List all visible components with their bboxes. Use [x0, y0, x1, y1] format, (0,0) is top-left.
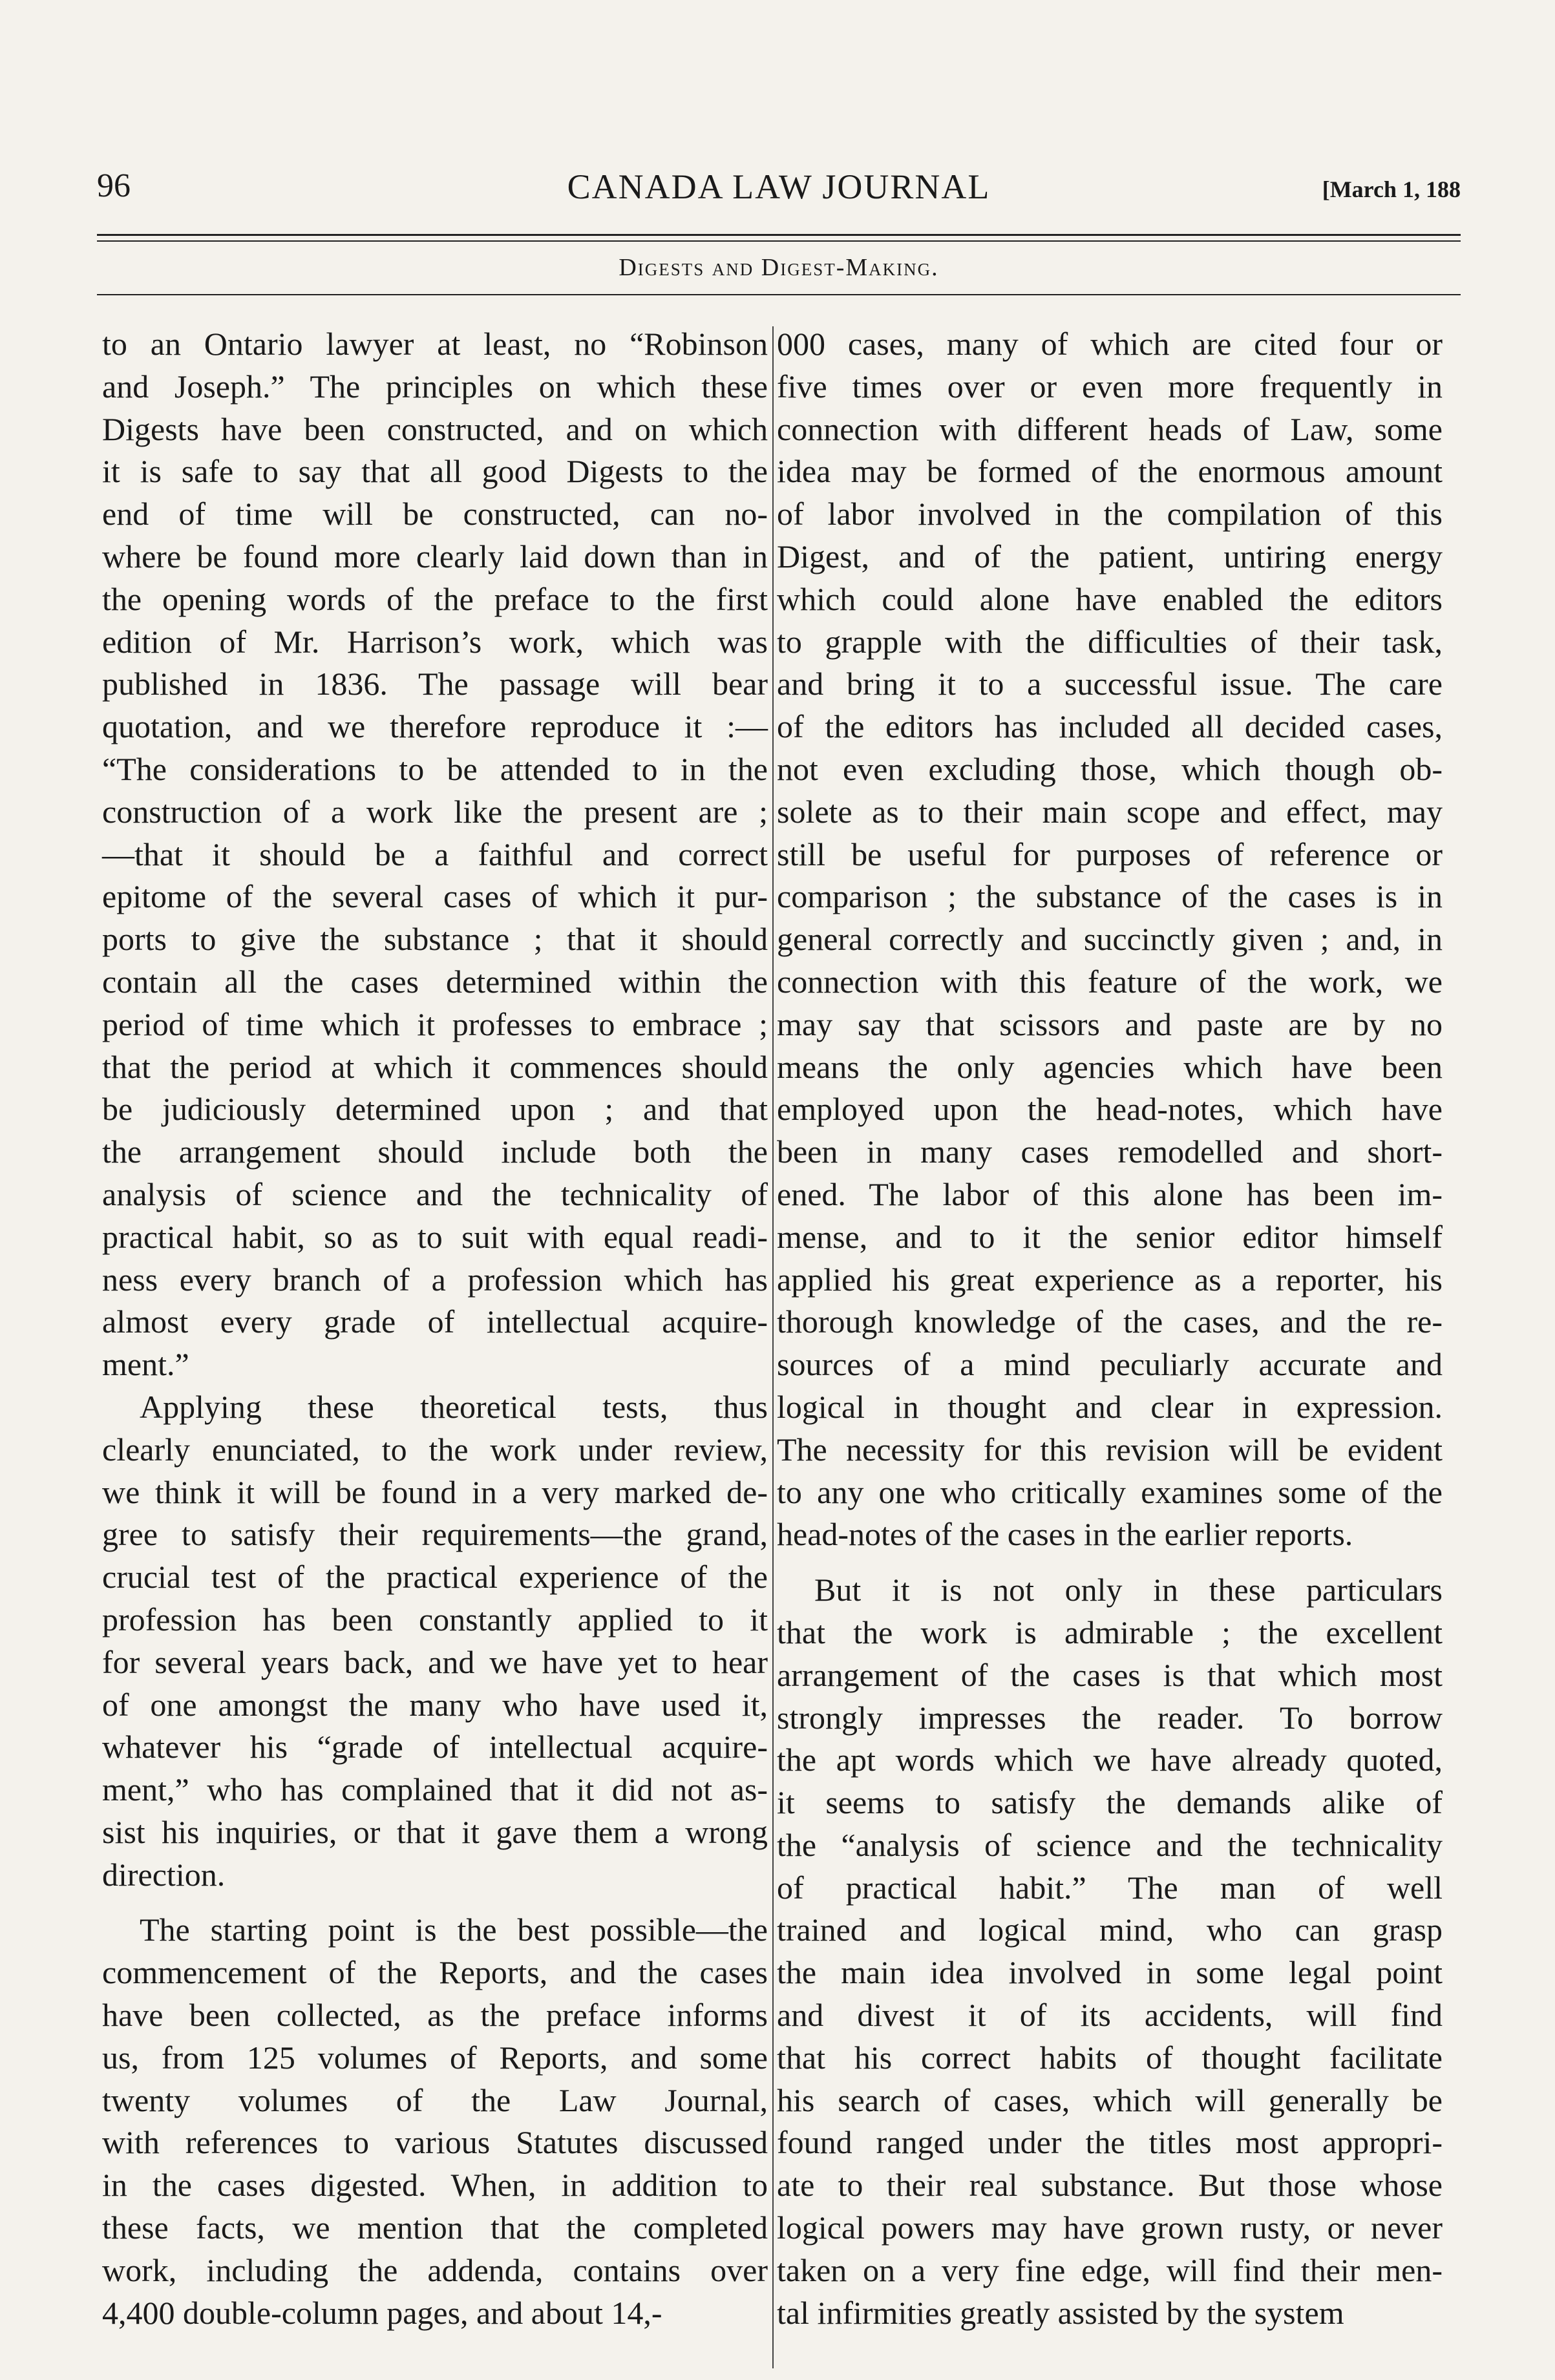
- text-line: The starting point is the best possible—the: [140, 1911, 768, 1948]
- text-line: twenty volumes of the Law Journal,: [102, 2081, 768, 2118]
- text-line: still be useful for purposes of reference or: [777, 836, 1443, 872]
- text-line: contain all the cases determined within the: [102, 963, 768, 1000]
- text-line: the apt words which we have already quoted,: [777, 1742, 1443, 1778]
- text-line: head-notes of the cases in the earlier reports.: [777, 1516, 1353, 1553]
- text-line: edition of Mr. Harrison’s work, which was: [102, 623, 768, 660]
- text-line: “The considerations to be attended to in the: [102, 750, 768, 787]
- text-line: to any one who critically examines some of the: [777, 1473, 1443, 1510]
- text-line: ate to their real substance. But those whose: [777, 2167, 1443, 2204]
- text-line: sist his inquiries, or that it gave them a wrong: [102, 1813, 768, 1850]
- text-line: that his correct habits of thought facilitate: [777, 2039, 1443, 2076]
- text-line: almost every grade of intellectual acquire-: [102, 1303, 768, 1340]
- text-line: been in many cases remodelled and short-: [777, 1133, 1443, 1170]
- text-line: and Joseph.” The principles on which these: [102, 368, 768, 405]
- text-line: applied his great experience as a reporter, his: [777, 1261, 1443, 1298]
- text-line: thorough knowledge of the cases, and the re-: [777, 1303, 1443, 1340]
- text-line: the main idea involved in some legal point: [777, 1954, 1443, 1991]
- text-line: for several years back, and we have yet to hear: [102, 1643, 768, 1680]
- text-line: logical powers may have grown rusty, or never: [777, 2209, 1443, 2246]
- text-line: the “analysis of science and the technicality: [777, 1826, 1443, 1863]
- text-line: with references to various Statutes discussed: [102, 2124, 768, 2161]
- text-line: comparison ; the substance of the cases is in: [777, 878, 1443, 915]
- text-line: in the cases digested. When, in addition to: [102, 2167, 768, 2204]
- text-line: But it is not only in these particulars: [814, 1572, 1443, 1608]
- text-line: may say that scissors and paste are by no: [777, 1006, 1443, 1042]
- text-line: ment.”: [102, 1346, 189, 1383]
- text-line: ness every branch of a profession which has: [102, 1261, 768, 1298]
- section-title: Digests and Digest-Making.: [619, 254, 939, 281]
- text-line: analysis of science and the technicality of: [102, 1175, 768, 1212]
- text-line: not even excluding those, which though ob-: [777, 750, 1443, 787]
- text-line: have been collected, as the preface informs: [102, 1997, 768, 2034]
- text-line: ment,” who has complained that it did not as-: [102, 1771, 768, 1808]
- text-line: 000 cases, many of which are cited four or: [777, 326, 1443, 362]
- text-line: these facts, we mention that the completed: [102, 2209, 768, 2246]
- text-line: of the editors has included all decided cases,: [777, 708, 1443, 745]
- column-divider: [772, 326, 774, 2368]
- text-line: the opening words of the preface to the first: [102, 580, 768, 617]
- text-line: of labor involved in the compilation of this: [777, 496, 1443, 532]
- text-line: Digest, and of the patient, untiring energy: [777, 538, 1443, 574]
- text-line: trained and logical mind, who can grasp: [777, 1911, 1443, 1948]
- text-line: of practical habit.” The man of well: [777, 1869, 1443, 1906]
- text-line: whatever his “grade of intellectual acquire-: [102, 1729, 768, 1765]
- text-line: that the work is admirable ; the excellent: [777, 1614, 1443, 1650]
- text-line: direction.: [102, 1856, 226, 1893]
- text-line: it is safe to say that all good Digests to the: [102, 453, 768, 490]
- text-line: taken on a very fine edge, will find their men-: [777, 2251, 1443, 2288]
- text-line: means the only agencies which have been: [777, 1048, 1443, 1085]
- header-rule-top: [97, 234, 1461, 236]
- text-line: idea may be formed of the enormous amount: [777, 453, 1443, 490]
- text-line: —that it should be a faithful and correct: [102, 836, 768, 872]
- text-line: and divest it of its accidents, will find: [777, 1997, 1443, 2034]
- text-line: it seems to satisfy the demands alike of: [777, 1784, 1443, 1821]
- text-line: arrangement of the cases is that which most: [777, 1656, 1443, 1693]
- journal-title: CANADA LAW JOURNAL: [567, 167, 991, 206]
- text-line: employed upon the head-notes, which have: [777, 1091, 1443, 1128]
- text-line: gree to satisfy their requirements—the grand,: [102, 1516, 768, 1553]
- text-line: profession has been constantly applied to it: [102, 1601, 768, 1638]
- text-line: tal infirmities greatly assisted by the system: [777, 2294, 1344, 2331]
- text-line: clearly enunciated, to the work under review,: [102, 1431, 768, 1468]
- right-column: [777, 323, 1443, 2334]
- page-header: [97, 167, 1461, 212]
- text-line: his search of cases, which will generally be: [777, 2081, 1443, 2118]
- text-line: found ranged under the titles most appropri-: [777, 2124, 1443, 2161]
- text-line: five times over or even more frequently in: [777, 368, 1443, 405]
- text-line: logical in thought and clear in expression.: [777, 1388, 1443, 1425]
- text-line: solete as to their main scope and effect, may: [777, 793, 1443, 830]
- header-rule-bottom: [97, 240, 1461, 242]
- text-line: mense, and to it the senior editor himself: [777, 1218, 1443, 1255]
- text-line: ened. The labor of this alone has been im-: [777, 1175, 1443, 1212]
- text-line: practical habit, so as to suit with equal readi-: [102, 1218, 768, 1255]
- text-line: ports to give the substance ; that it should: [102, 921, 768, 958]
- text-line: end of time will be constructed, can no-: [102, 496, 768, 532]
- text-line: general correctly and succinctly given ; and, in: [777, 921, 1443, 958]
- text-line: connection with this feature of the work, we: [777, 963, 1443, 1000]
- section-rule: [97, 294, 1461, 295]
- text-line: sources of a mind peculiarly accurate and: [777, 1346, 1443, 1383]
- text-line: strongly impresses the reader. To borrow: [777, 1699, 1443, 1736]
- text-line: of one amongst the many who have used it,: [102, 1686, 768, 1723]
- text-line: The necessity for this revision will be evident: [777, 1431, 1443, 1468]
- text-line: quotation, and we therefore reproduce it :—: [102, 708, 768, 745]
- text-line: period of time which it professes to embrace ;: [102, 1006, 768, 1042]
- text-line: work, including the addenda, contains over: [102, 2251, 768, 2288]
- text-line: crucial test of the practical experience of the: [102, 1559, 768, 1595]
- text-line: 4,400 double-column pages, and about 14,-: [102, 2294, 662, 2331]
- text-line: be judiciously determined upon ; and that: [102, 1091, 768, 1128]
- text-line: connection with different heads of Law, some: [777, 410, 1443, 447]
- text-line: to an Ontario lawyer at least, no “Robinson: [102, 326, 768, 362]
- text-line: which could alone have enabled the editors: [777, 580, 1443, 617]
- text-line: we think it will be found in a very marked de-: [102, 1473, 768, 1510]
- text-line: the arrangement should include both the: [102, 1133, 768, 1170]
- text-line: to grapple with the difficulties of their task,: [777, 623, 1443, 660]
- text-line: epitome of the several cases of which it pur-: [102, 878, 768, 915]
- issue-date: [March 1, 188: [1322, 176, 1461, 202]
- text-line: where be found more clearly laid down than in: [102, 538, 768, 574]
- text-line: us, from 125 volumes of Reports, and some: [102, 2039, 768, 2076]
- text-line: construction of a work like the present are ;: [102, 793, 768, 830]
- text-line: Digests have been constructed, and on which: [102, 410, 768, 447]
- text-line: commencement of the Reports, and the cases: [102, 1954, 768, 1991]
- text-line: Applying these theoretical tests, thus: [140, 1388, 768, 1425]
- text-line: published in 1836. The passage will bear: [102, 666, 768, 702]
- text-line: that the period at which it commences should: [102, 1048, 768, 1085]
- text-line: and bring it to a successful issue. The care: [777, 666, 1443, 702]
- left-column: [102, 323, 768, 2334]
- page-number: 96: [97, 167, 131, 204]
